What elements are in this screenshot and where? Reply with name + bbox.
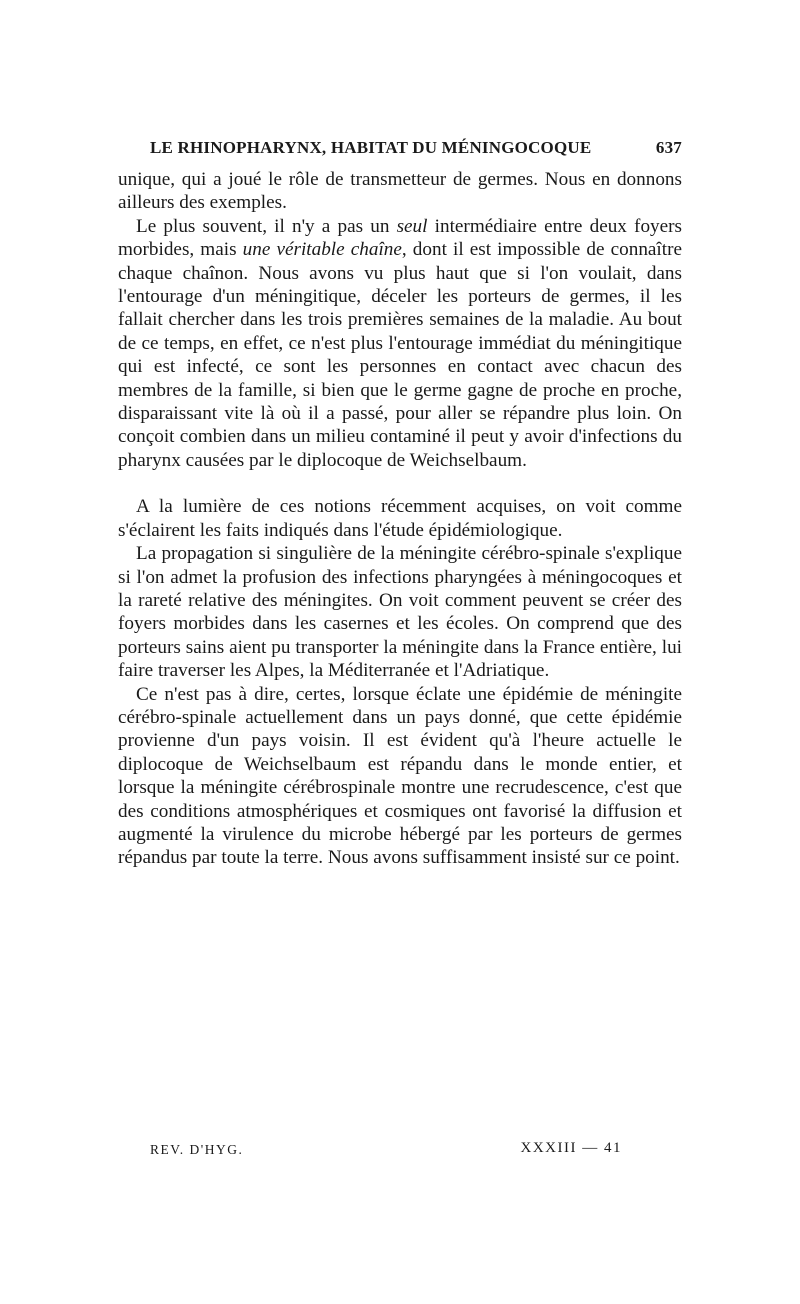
paragraph-5 [118, 683, 682, 870]
paragraph-2-emphasis-chaine: une véritable chaîne [242, 239, 402, 261]
paragraph-1-text: unique, qui a joué le rôle de transmetteur de germes. Nous en donnons ailleurs des exemples. [118, 169, 682, 214]
paragraph-2-text-c: , dont il est impossible de connaître chaque chaînon. Nous avons vu plus haut que si l'on voulait, dans l'entourage d'un méningitique, déceler les porteurs de germes, il les fallait chercher dans les trois premières semaines de la maladie. Au bout de ce temps, en effet, ce n'est plus l'entourage immédiat du méningitique qui est infecté, ce sont les personnes en contact avec chacun des membres de la famille, si bien que le germe gagne de proche en proche, disparaissant vite là où il a passé, pour aller se répandre plus loin. On conçoit combien dans un milieu contaminé il peut y avoir d'infections du pharynx causées par le diplocoque de Weichselbaum. [118, 239, 682, 471]
book-page [118, 128, 682, 870]
page-footer [150, 1142, 630, 1166]
paragraph-2-text-b: intermédiaire entre deux foyers morbides, mais [118, 215, 683, 261]
paragraph-5-text: Ce n'est pas à dire, certes, lorsque éclate une épidémie de méningite cérébro-spinale actuellement dans un pays donné, que cette épidémie provienne d'un pays voisin. Il est évident qu'à l'heure actuelle le diplocoque de Weichselbaum est répandu dans le monde entier, et lorsque la méningite cérébrospinale montre une recrudescence, c'est que des conditions atmosphériques et cosmiques ont favorisé la diffusion et augmenté la virulence du microbe hébergé par les porteurs de germes répandus par toute la terre. Nous avons suffisamment insisté sur ce point. [118, 683, 682, 869]
paragraph-2-emphasis-seul: seul [396, 215, 428, 237]
paragraph-2 [118, 215, 682, 472]
paragraph-4 [118, 542, 682, 682]
paragraph-1 [118, 168, 682, 215]
footer-signature: XXXIII — 41 [520, 1140, 622, 1156]
body-text [118, 168, 682, 870]
running-title: LE RHINOPHARYNX, HABITAT DU MÉNINGOCOQUE [150, 138, 592, 157]
paragraph-3 [118, 495, 682, 542]
footer-journal: REV. D'HYG. [150, 1142, 244, 1157]
paragraph-3-text: A la lumière de ces notions récemment acquises, on voit comme s'éclairent les faits indiqués dans l'étude épidémiologique. [118, 496, 682, 541]
paragraph-4-text: La propagation si singulière de la méningite cérébro-spinale s'explique si l'on admet la profusion des infections pharyngées à méningocoques et la rareté relative des méningites. On voit comment peuvent se créer des foyers morbides dans les casernes et les écoles. On comprend que des porteurs sains aient pu transporter la méningite dans la France entière, lui faire traverser les Alpes, la Méditerranée et l'Adriatique. [118, 543, 682, 682]
page-number: 637 [655, 138, 682, 157]
paragraph-2-text-a: Le plus souvent, il n'y a pas un [136, 215, 397, 237]
running-head [118, 128, 682, 157]
